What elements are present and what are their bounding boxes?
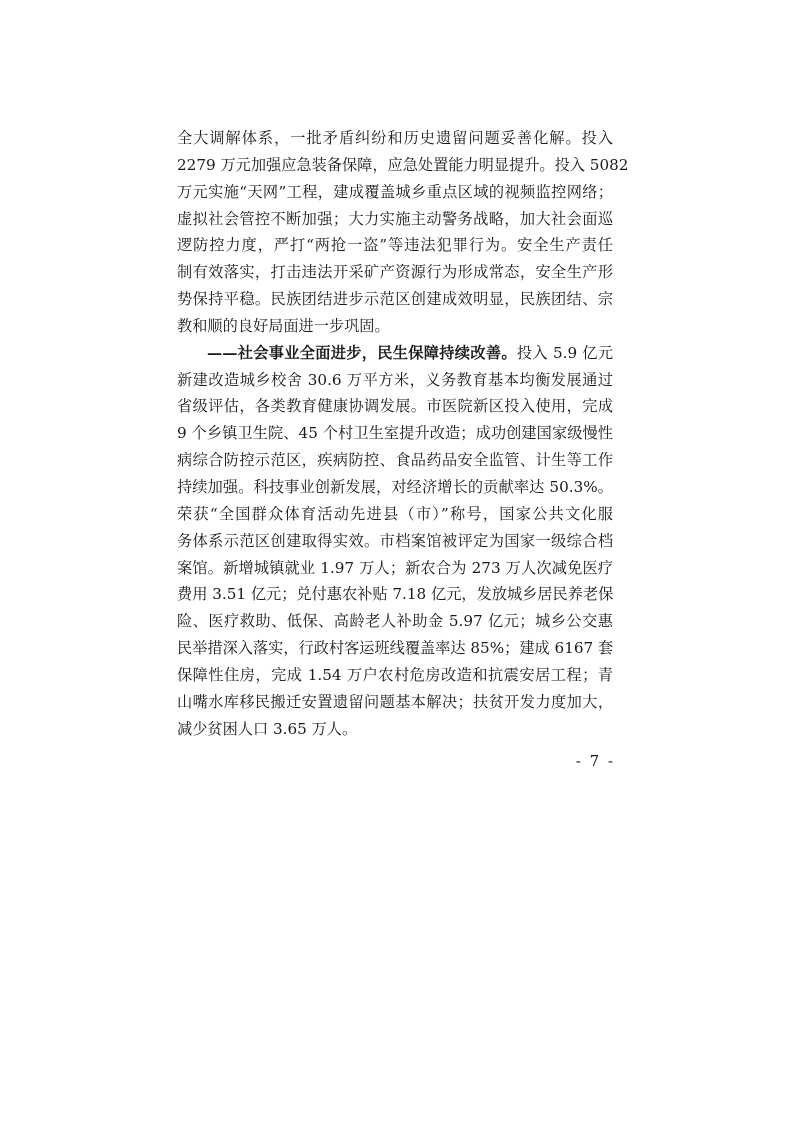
text-line: 务体系示范区创建取得实效。市档案馆被评定为国家一级综合档 — [177, 531, 613, 550]
text-fragment: 投入 5.9 亿元 — [516, 343, 614, 362]
text-line: 制有效落实，打击违法开采矿产资源行为形成常态，安全生产形 — [177, 263, 613, 282]
text-line: 新建改造城乡校舍 30.6 万平方米，义务教育基本均衡发展通过 — [177, 370, 613, 389]
text-line: 教和顺的良好局面进一步巩固。 — [177, 316, 390, 335]
text-line: 万元实施“天网”工程，建成覆盖城乡重点区域的视频监控网络； — [177, 182, 613, 201]
text-line: 险、医疗救助、低保、高龄老人补助金 5.97 亿元；城乡公交惠 — [177, 612, 613, 631]
text-line: 费用 3.51 亿元；兑付惠农补贴 7.18 亿元，发放城乡居民养老保 — [177, 585, 614, 604]
text-line: 势保持平稳。民族团结进步示范区创建成效明显，民族团结、宗 — [177, 290, 613, 309]
text-line: 虚拟社会管控不断加强；大力实施主动警务战略，加大社会面巡 — [177, 209, 613, 228]
text-line: 逻防控力度，严打“两抢一盗”等违法犯罪行为。安全生产责任 — [177, 236, 613, 255]
text-line: 2279 万元加强应急装备保障，应急处置能力明显提升。投入 5082 — [177, 155, 629, 174]
text-line: 省级评估，各类教育健康协调发展。市医院新区投入使用，完成 — [177, 397, 613, 416]
text-line: 荣获“全国群众体育活动先进县（市）”称号，国家公共文化服 — [177, 504, 613, 523]
body-text — [177, 125, 629, 742]
page-number: - 7 - — [575, 752, 615, 770]
text-line: 减少贫困人口 3.65 万人。 — [177, 719, 358, 738]
text-line: 案馆。新增城镇就业 1.97 万人；新农合为 273 万人次减免医疗 — [177, 558, 613, 577]
text-line: 保障性住房，完成 1.54 万户农村危房改造和抗震安居工程；青 — [177, 665, 613, 684]
text-line: 山嘴水库移民搬迁安置遗留问题基本解决；扶贫开发力度加大， — [177, 692, 613, 711]
text-line: 9 个乡镇卫生院、45 个村卫生室提升改造；成功创建国家级慢性 — [177, 424, 613, 443]
text-line: 病综合防控示范区，疾病防控、食品药品安全监管、计生等工作 — [177, 451, 613, 470]
text-line: 民举措深入落实，行政村客运班线覆盖率达 85%；建成 6167 套 — [177, 639, 614, 658]
text-line: 全大调解体系，一批矛盾纠纷和历史遗留问题妥善化解。投入 — [177, 129, 613, 147]
section-heading: ——社会事业全面进步，民生保障持续改善。 — [207, 343, 517, 362]
paragraph-lead-line — [177, 340, 613, 367]
text-line: 持续加强。科技事业创新发展，对经济增长的贡献率达 50.3%。 — [177, 477, 613, 496]
